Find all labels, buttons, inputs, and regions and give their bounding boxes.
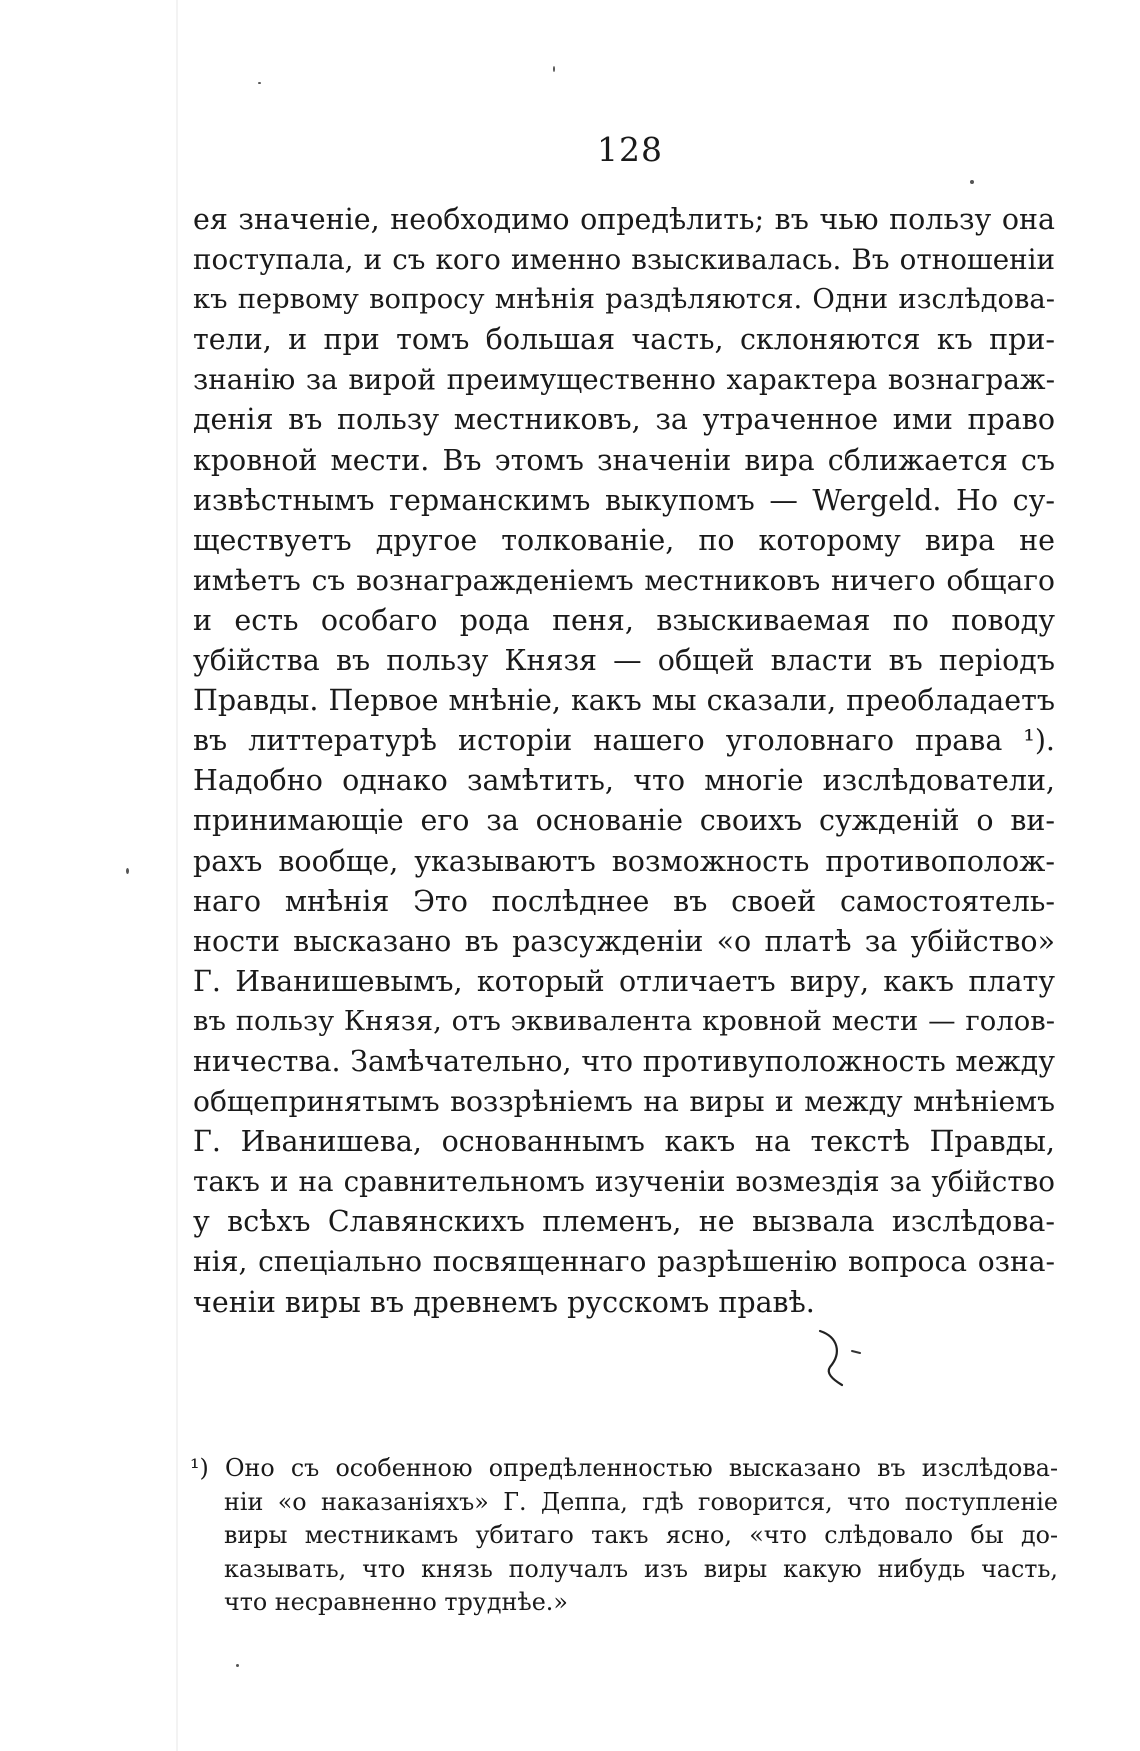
text-line: знанію за вирой преимущественно характера вознаграж- [193, 363, 1055, 397]
text-line: и есть особаго рода пеня, взыскиваемая по поводу [193, 603, 1055, 637]
text-line: ществуетъ другое толкованіе, по которому вира не [193, 523, 1055, 557]
scan-speck [236, 1664, 239, 1667]
text-line: рахъ вообще, указываютъ возможность противополож- [193, 844, 1055, 878]
text-line: Надобно однако замѣтить, что многіе изслѣдователи, [193, 764, 1055, 798]
text-line: въ литтературѣ исторіи нашего уголовнаго права ¹). [193, 724, 1055, 758]
text-line: ничества. Замѣчательно, что противуположность между [193, 1044, 1055, 1078]
text-line: Г. Иванишева, основаннымъ какъ на текстѣ Правды, [193, 1125, 1055, 1159]
scan-speck [126, 868, 129, 874]
main-text-body [193, 200, 1055, 1323]
text-line: въ пользу Князя, отъ эквивалента кровной мести — голов- [193, 1005, 1055, 1037]
scan-speck [553, 66, 555, 72]
pencil-mark-icon [816, 1327, 866, 1393]
footnote-line: казывать, что князь получалъ изъ виры какую нибудь часть, [224, 1554, 1058, 1583]
text-line: Правды. Первое мнѣніе, какъ мы сказали, преобладаетъ [193, 684, 1055, 718]
text-line: ея значеніе, необходимо опредѣлить; въ чью пользу она [193, 203, 1055, 236]
text-line: поступала, и съ кого именно взыскивалась. Въ отношеніи [193, 243, 1055, 277]
text-line: наго мнѣнія Это послѣднее въ своей самостоятель- [193, 884, 1055, 918]
page-edge-shadow [176, 0, 178, 1751]
footnote-line: ніи «о наказаніяхъ» Г. Деппа, гдѣ говорится, что поступленіе [224, 1487, 1058, 1516]
text-line: къ первому вопросу мнѣнія раздѣляются. Одни изслѣдова- [193, 284, 1055, 316]
text-line: ченіи виры въ древнемъ русскомъ правѣ. [193, 1285, 815, 1319]
text-line: такъ и на сравнительномъ изученіи возмездія за убійство [193, 1165, 1055, 1199]
text-line: убійства въ пользу Князя — общей власти въ періодъ [193, 644, 1055, 678]
footnote-line: виры местникамъ убитаго такъ ясно, «что слѣдовало бы до- [224, 1521, 1058, 1549]
text-line: тели, и при томъ большая часть, склоняются къ при- [193, 323, 1055, 357]
text-line: общепринятымъ воззрѣніемъ на виры и между мнѣніемъ [193, 1085, 1055, 1119]
footnote-line: что несравненно труднѣе.» [224, 1588, 568, 1616]
footnote-line: ¹) Оно съ особенною опредѣленностью высказано въ изслѣдова- [190, 1454, 1058, 1482]
text-line: кровной мести. Въ этомъ значеніи вира сближается съ [193, 443, 1055, 477]
text-line: денія въ пользу местниковъ, за утраченное ими право [193, 403, 1055, 437]
scan-speck [970, 180, 974, 184]
text-line: извѣстнымъ германскимъ выкупомъ — Wergeld. Но су- [193, 483, 1055, 517]
text-line: Г. Иванишевымъ, который отличаетъ виру, какъ плату [193, 964, 1055, 998]
scan-speck [258, 82, 261, 84]
text-line: у всѣхъ Славянскихъ племенъ, не вызвала изслѣдова- [193, 1205, 1055, 1239]
text-line: имѣетъ съ вознагражденіемъ местниковъ ничего общаго [193, 563, 1055, 597]
text-line: принимающіе его за основаніе своихъ сужденій о ви- [193, 804, 1055, 838]
text-line: нія, спеціально посвященнаго разрѣшенію вопроса озна- [193, 1245, 1055, 1279]
text-line: ности высказано въ разсужденіи «о платѣ за убійство» [193, 924, 1055, 958]
page-number: 128 [597, 130, 663, 169]
footnote [190, 1452, 1058, 1620]
